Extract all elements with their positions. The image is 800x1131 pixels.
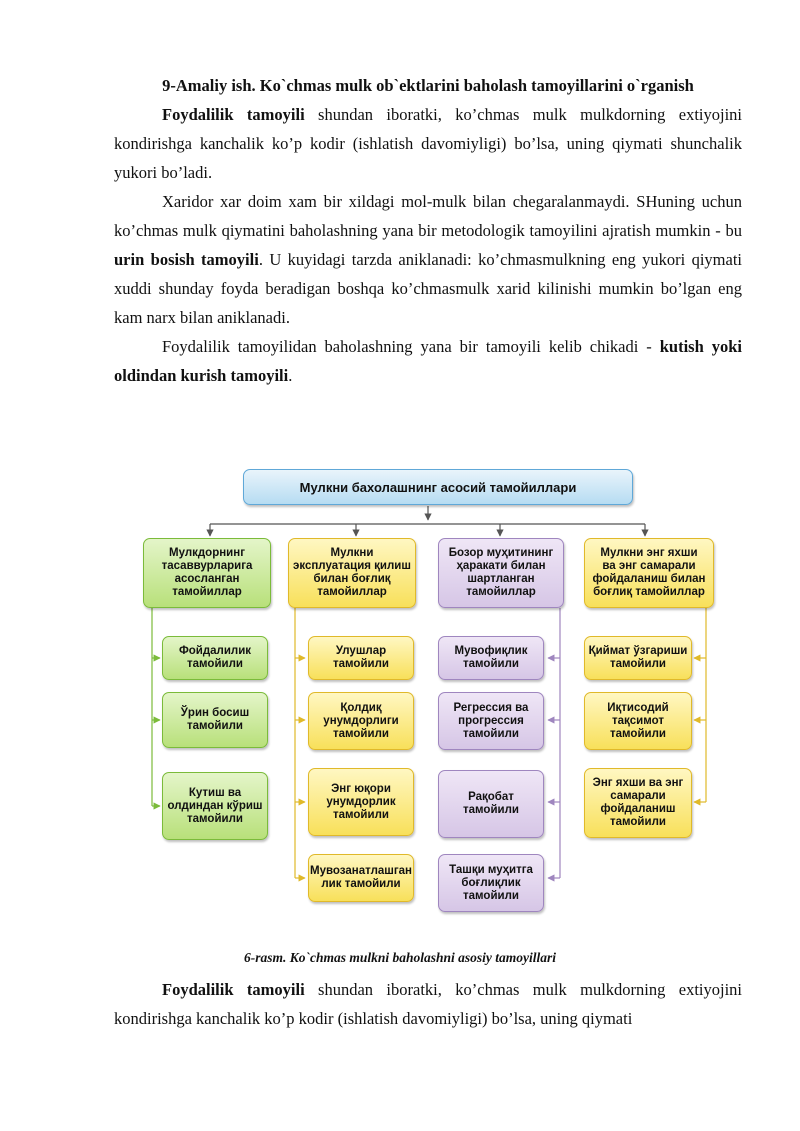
header-exploitation-principles: Мулкни эксплуатация қилиш билан боғлиқ тамойиллар bbox=[288, 538, 416, 608]
item-ulushlar: Улушлар тамойили bbox=[308, 636, 414, 680]
paragraph-1 bbox=[114, 100, 742, 187]
item-eng-yaxshi: Энг яхши ва энг самарали фойдаланиш тамойили bbox=[584, 768, 692, 838]
item-qoldiq: Қолдиқ унумдорлиги тамойили bbox=[308, 692, 414, 750]
term-foydalilik: Foydalilik tamoyili bbox=[162, 105, 305, 124]
principles-diagram bbox=[140, 466, 720, 926]
repeated-paragraph bbox=[114, 975, 742, 1033]
paragraph-2 bbox=[114, 187, 742, 332]
paragraph-2-text-a: Xaridor xar doim xam bir xildagi mol-mulk bilan chegaralanmaydi. SHuning uchun ko’chmas mulk qiymatini baholashning yana bir metodologik tamoyilini ajratish mumkin - bu bbox=[114, 192, 742, 240]
item-muvofiqlik: Мувофиқлик тамойили bbox=[438, 636, 544, 680]
paragraph-3-text-b: . bbox=[288, 366, 293, 385]
item-iqtisodiy: Иқтисодий тақсимот тамойили bbox=[584, 692, 692, 750]
item-regressiya: Регрессия ва прогрессия тамойили bbox=[438, 692, 544, 750]
term-foydalilik-repeat: Foydalilik tamoyili bbox=[162, 980, 305, 999]
item-foydalilik: Фойдалилик тамойили bbox=[162, 636, 268, 680]
header-market-principles: Бозор муҳитининг ҳаракати билан шартланган тамойиллар bbox=[438, 538, 564, 608]
paragraph-3 bbox=[114, 332, 742, 390]
diagram-root-box: Мулкни бахолашнинг асосий тамойиллари bbox=[243, 469, 633, 505]
paragraph-2-text-b: . U kuyidagi tarzda aniklanadi: ko’chmasmulkning eng yukori qiymati xuddi shunday foyda beradigan boshqa ko’chmasmulk xarid kilinishi mumkin bo’lgan eng kam narx bilan aniklanadi. bbox=[114, 250, 742, 327]
document-body bbox=[114, 72, 742, 390]
header-owner-principles: Мулкдорнинг тасаввурларига асосланган тамойиллар bbox=[143, 538, 271, 608]
item-qiymat-ozgarishi: Қиймат ўзгариши тамойили bbox=[584, 636, 692, 680]
item-tashqi: Ташқи муҳитга боғлиқлик тамойили bbox=[438, 854, 544, 912]
item-raqobat: Рақобат тамойили bbox=[438, 770, 544, 838]
figure-caption: 6-rasm. Ko`chmas mulkni baholashni asosiy tamoyillari bbox=[243, 950, 557, 965]
paragraph-3-text-a: Foydalilik tamoyilidan baholashning yana bir tamoyili kelib chikadi - bbox=[162, 337, 660, 356]
term-kutish: kutish yoki oldindan kurish tamoyili bbox=[114, 337, 742, 385]
header-best-use-principles: Мулкни энг яхши ва энг самарали фойдаланиш билан боғлиқ тамойиллар bbox=[584, 538, 714, 608]
paragraph-1-text: shundan iboratki, ko’chmas mulk mulkdorning extiyojini kondirishga kanchalik ko’p kodir (ishlatish davomiyligi) bo’lsa, uning qiymati shunchalik yukori bo’ladi. bbox=[114, 105, 742, 182]
paragraph-4-text: shundan iboratki, ko’chmas mulk mulkdorning extiyojini kondirishga kanchalik ko’p kodir (ishlatish davomiyligi) bo’lsa, uning qiymati bbox=[114, 980, 742, 1028]
item-kutish: Кутиш ва олдиндан кўриш тамойили bbox=[162, 772, 268, 840]
item-muvozanat: Мувозанатлашган лик тамойили bbox=[308, 854, 414, 902]
paragraph-4 bbox=[114, 975, 742, 1033]
page-title: 9-Amaliy ish. Ko`chmas mulk ob`ektlarini baholash tamoyillarini o`rganish bbox=[162, 76, 694, 95]
item-urin-bosish: Ўрин босиш тамойили bbox=[162, 692, 268, 748]
item-eng-yuqori: Энг юқори унумдорлик тамойили bbox=[308, 768, 414, 836]
term-urin-bosish: urin bosish tamoyili bbox=[114, 250, 259, 269]
